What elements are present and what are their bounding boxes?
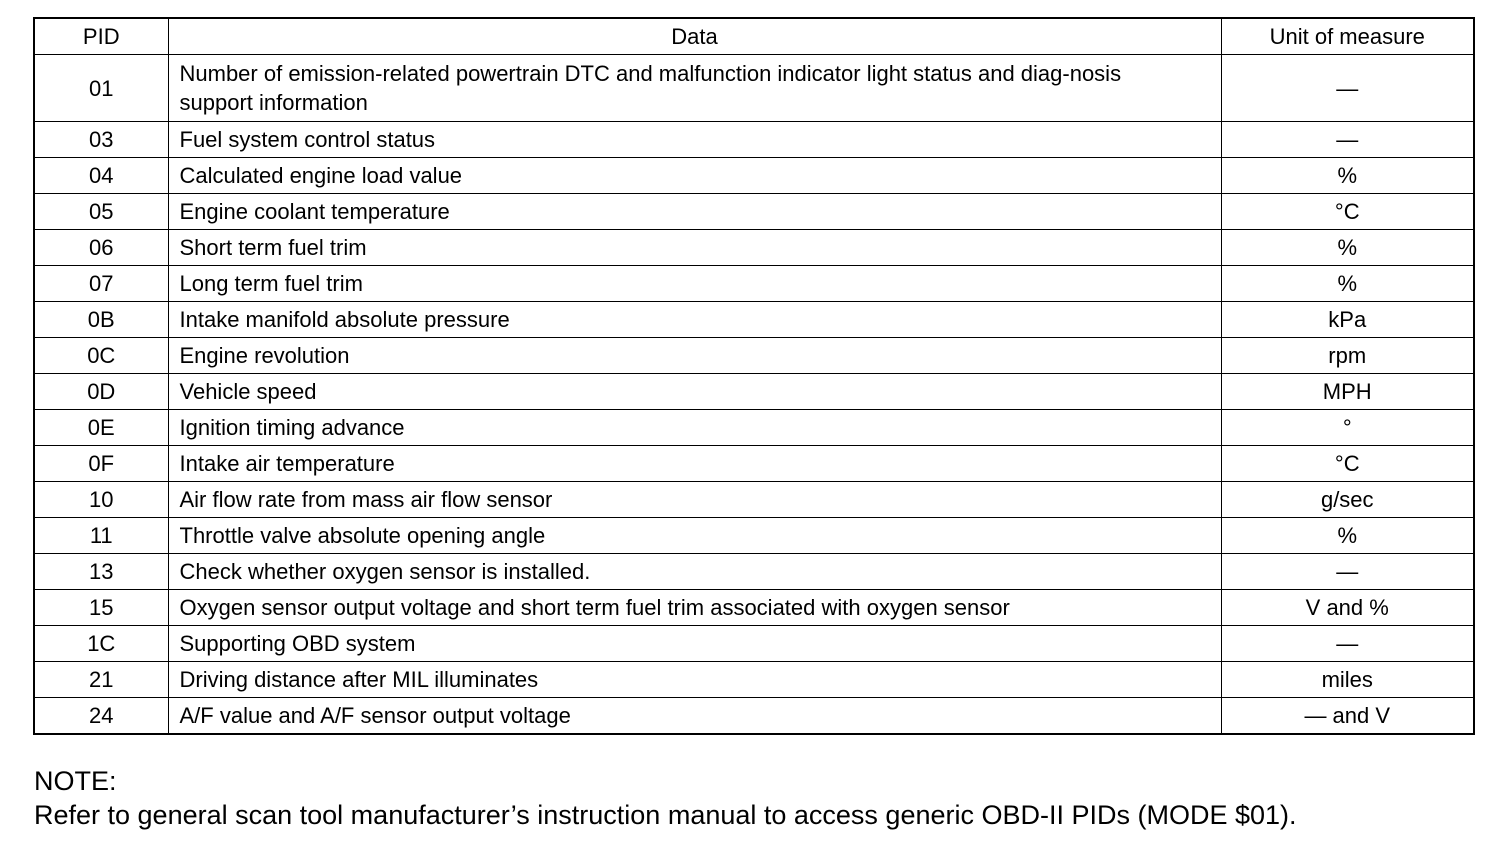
pid-table xyxy=(33,17,1475,735)
data-cell: Driving distance after MIL illuminates xyxy=(168,662,1221,698)
table-row xyxy=(34,554,1474,590)
unit-cell: kPa xyxy=(1221,302,1474,338)
data-cell: Short term fuel trim xyxy=(168,230,1221,266)
data-cell: Engine revolution xyxy=(168,338,1221,374)
unit-cell: % xyxy=(1221,518,1474,554)
pid-cell: 0F xyxy=(34,446,168,482)
pid-cell: 13 xyxy=(34,554,168,590)
table-row xyxy=(34,338,1474,374)
table-row xyxy=(34,662,1474,698)
pid-cell: 05 xyxy=(34,194,168,230)
data-cell: Check whether oxygen sensor is installed. xyxy=(168,554,1221,590)
table-header-row xyxy=(34,18,1474,55)
pid-cell: 03 xyxy=(34,122,168,158)
unit-cell: ° xyxy=(1221,410,1474,446)
data-cell: Throttle valve absolute opening angle xyxy=(168,518,1221,554)
table-row xyxy=(34,158,1474,194)
table-row xyxy=(34,55,1474,122)
table-row xyxy=(34,446,1474,482)
table-row xyxy=(34,626,1474,662)
data-cell: Vehicle speed xyxy=(168,374,1221,410)
table-row xyxy=(34,230,1474,266)
data-cell: Long term fuel trim xyxy=(168,266,1221,302)
pid-cell: 01 xyxy=(34,55,168,122)
unit-cell: MPH xyxy=(1221,374,1474,410)
unit-cell: °C xyxy=(1221,446,1474,482)
header-pid: PID xyxy=(34,18,168,55)
unit-cell: % xyxy=(1221,230,1474,266)
pid-cell: 15 xyxy=(34,590,168,626)
pid-cell: 06 xyxy=(34,230,168,266)
table-row xyxy=(34,266,1474,302)
note-text: Refer to general scan tool manufacturer’s instruction manual to access generic OBD-II PIDs (MODE $01). xyxy=(34,800,1297,830)
table-row xyxy=(34,302,1474,338)
table-row xyxy=(34,194,1474,230)
data-cell: A/F value and A/F sensor output voltage xyxy=(168,698,1221,735)
data-cell: Supporting OBD system xyxy=(168,626,1221,662)
table-row xyxy=(34,374,1474,410)
unit-cell: miles xyxy=(1221,662,1474,698)
unit-cell: rpm xyxy=(1221,338,1474,374)
data-cell: Intake air temperature xyxy=(168,446,1221,482)
data-cell: Calculated engine load value xyxy=(168,158,1221,194)
data-cell: Number of emission-related powertrain DTC and malfunction indicator light status and diag-nosis support information xyxy=(168,55,1221,122)
pid-cell: 0D xyxy=(34,374,168,410)
pid-cell: 24 xyxy=(34,698,168,735)
unit-cell: V and % xyxy=(1221,590,1474,626)
data-cell: Intake manifold absolute pressure xyxy=(168,302,1221,338)
pid-cell: 04 xyxy=(34,158,168,194)
pid-cell: 0C xyxy=(34,338,168,374)
pid-cell: 10 xyxy=(34,482,168,518)
unit-cell: — xyxy=(1221,626,1474,662)
note-block xyxy=(34,764,1297,832)
unit-cell: g/sec xyxy=(1221,482,1474,518)
unit-cell: — xyxy=(1221,554,1474,590)
header-data: Data xyxy=(168,18,1221,55)
pid-cell: 11 xyxy=(34,518,168,554)
pid-cell: 07 xyxy=(34,266,168,302)
header-unit: Unit of measure xyxy=(1221,18,1474,55)
data-cell: Fuel system control status xyxy=(168,122,1221,158)
table-row xyxy=(34,590,1474,626)
note-label: NOTE: xyxy=(34,766,117,796)
pid-cell: 0B xyxy=(34,302,168,338)
table-row xyxy=(34,410,1474,446)
data-cell: Oxygen sensor output voltage and short term fuel trim associated with oxygen sensor xyxy=(168,590,1221,626)
unit-cell: °C xyxy=(1221,194,1474,230)
table-row xyxy=(34,482,1474,518)
pid-cell: 1C xyxy=(34,626,168,662)
unit-cell: % xyxy=(1221,158,1474,194)
data-cell: Ignition timing advance xyxy=(168,410,1221,446)
pid-cell: 21 xyxy=(34,662,168,698)
table-row xyxy=(34,698,1474,735)
pid-cell: 0E xyxy=(34,410,168,446)
data-cell: Air flow rate from mass air flow sensor xyxy=(168,482,1221,518)
data-cell: Engine coolant temperature xyxy=(168,194,1221,230)
unit-cell: — xyxy=(1221,55,1474,122)
table-row xyxy=(34,518,1474,554)
unit-cell: — xyxy=(1221,122,1474,158)
unit-cell: — and V xyxy=(1221,698,1474,735)
table-row xyxy=(34,122,1474,158)
unit-cell: % xyxy=(1221,266,1474,302)
